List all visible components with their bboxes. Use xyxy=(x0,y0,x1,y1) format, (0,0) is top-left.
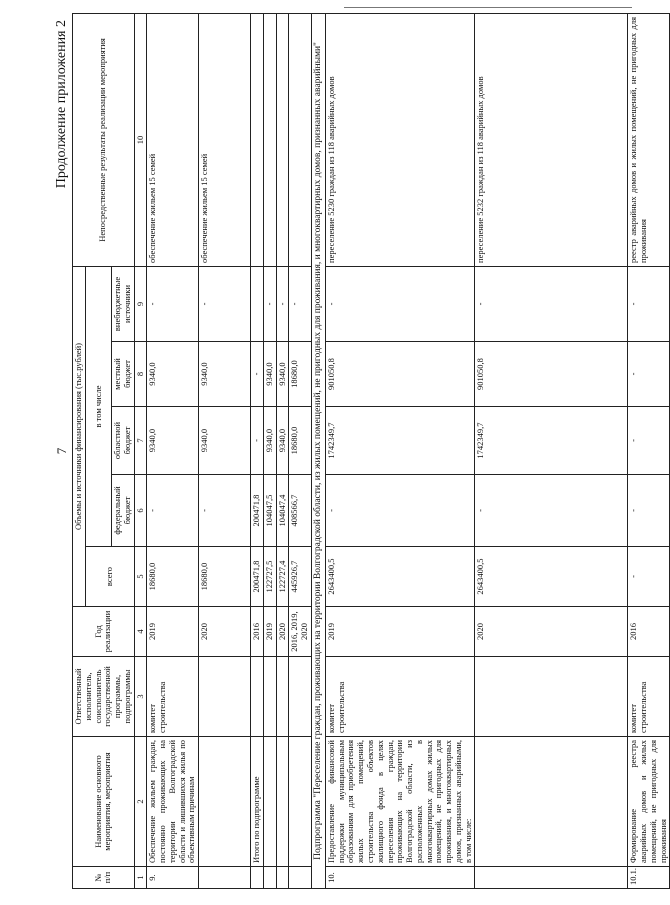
header-local: местный бюджет xyxy=(112,342,135,407)
column-index-row xyxy=(134,13,147,888)
cell-result: переселение 5232 граждан из 118 аварийных домов xyxy=(475,13,628,266)
table-row xyxy=(251,13,264,888)
cell-regional: 9340,0 xyxy=(276,407,289,475)
cell-local: 901050,8 xyxy=(325,342,474,407)
cell-executor: комитет строительства xyxy=(325,657,474,737)
cell-number: 9. xyxy=(147,867,199,889)
cell-year: 2020 xyxy=(276,607,289,657)
column-index: 8 xyxy=(134,342,147,407)
cell-total: 2643400,5 xyxy=(325,547,474,607)
cell-extra: - xyxy=(628,266,670,341)
column-index: 4 xyxy=(134,607,147,657)
cell-total: 18680,0 xyxy=(199,547,251,607)
cell-total: 445926,7 xyxy=(289,547,312,607)
rotated-page xyxy=(54,14,668,889)
table-row xyxy=(276,13,289,888)
cell-regional: 18680,0 xyxy=(289,407,312,475)
cell-number xyxy=(289,867,312,889)
column-index: 5 xyxy=(134,547,147,607)
cell-federal: 104047,4 xyxy=(276,475,289,547)
cell-name: Итого по подпрограмме xyxy=(251,737,264,867)
cell-total: 122727,5 xyxy=(263,547,276,607)
cell-result xyxy=(289,13,312,266)
cell-local: - xyxy=(628,342,670,407)
column-index: 9 xyxy=(134,266,147,341)
cell-federal: - xyxy=(199,475,251,547)
cell-total: 122727,4 xyxy=(276,547,289,607)
table-row xyxy=(147,13,199,888)
column-index: 7 xyxy=(134,407,147,475)
column-index: 10 xyxy=(134,13,147,266)
cell-regional: - xyxy=(251,407,264,475)
cell-executor xyxy=(475,657,628,737)
cell-extra: - xyxy=(325,266,474,341)
header-row-1 xyxy=(73,13,86,888)
cell-result: обеспечение жильем 15 семей xyxy=(199,13,251,266)
cell-federal: 200471,8 xyxy=(251,475,264,547)
table-row xyxy=(263,13,276,888)
cell-federal: 408566,7 xyxy=(289,475,312,547)
header-results: Непосредственные результаты реализации мероприятия xyxy=(73,13,135,266)
cell-local: 9340,0 xyxy=(147,342,199,407)
cell-number: 10.1. xyxy=(628,867,670,889)
header-year: Год реализации xyxy=(73,607,135,657)
header-rule xyxy=(344,7,632,8)
cell-local: 901050,8 xyxy=(475,342,628,407)
column-index: 1 xyxy=(134,867,147,889)
table-row xyxy=(325,13,474,888)
cell-extra: - xyxy=(147,266,199,341)
cell-name xyxy=(289,737,312,867)
cell-result: реестр аварийных домов и жилых помещений, не пригодных для проживания xyxy=(628,13,670,266)
cell-result: обеспечение жильем 15 семей xyxy=(147,13,199,266)
header-regional: областной бюджет xyxy=(112,407,135,475)
cell-year: 2019 xyxy=(263,607,276,657)
cell-result xyxy=(276,13,289,266)
cell-name: Обеспечение жильем граждан, постоянно проживающих на территории Волгоградской области и лишившихся жилья по объективным причинам xyxy=(147,737,199,867)
cell-year: 2020 xyxy=(475,607,628,657)
cell-extra: - xyxy=(199,266,251,341)
cell-extra: - xyxy=(289,266,312,341)
cell-result xyxy=(251,13,264,266)
subprogram-title: Подпрограмма "Переселение граждан, проживающих на территории Волгоградской области, из жилых помещений, не пригодных для проживания, и многоквартирных домов, признанных аварийными" xyxy=(312,13,326,888)
header-executor: Ответственный исполнитель, соисполнитель государственной программы, подпрограммы xyxy=(73,657,135,737)
cell-executor xyxy=(289,657,312,737)
cell-total: 18680,0 xyxy=(147,547,199,607)
cell-executor xyxy=(251,657,264,737)
cell-number xyxy=(199,867,251,889)
appendix-label: Продолжение приложения 2 xyxy=(54,20,69,189)
cell-number xyxy=(251,867,264,889)
cell-extra: - xyxy=(276,266,289,341)
cell-total: 2643400,5 xyxy=(475,547,628,607)
cell-federal: - xyxy=(147,475,199,547)
column-index: 3 xyxy=(134,657,147,737)
page-number: 7 xyxy=(54,447,69,455)
cell-name xyxy=(263,737,276,867)
cell-federal: 104047,5 xyxy=(263,475,276,547)
cell-local: 9340,0 xyxy=(263,342,276,407)
cell-executor: комитет строительства xyxy=(147,657,199,737)
subprogram-row xyxy=(312,13,326,888)
cell-regional: 9340,0 xyxy=(147,407,199,475)
cell-name: Формирование реестра аварийных домов и жилых помещений, не пригодных для проживания xyxy=(628,737,670,867)
cell-year: 2020 xyxy=(199,607,251,657)
cell-number xyxy=(276,867,289,889)
cell-executor xyxy=(276,657,289,737)
header-federal: федеральный бюджет xyxy=(112,475,135,547)
cell-federal: - xyxy=(475,475,628,547)
cell-year: 2019 xyxy=(147,607,199,657)
cell-local: 9340,0 xyxy=(199,342,251,407)
header-total: всего xyxy=(85,547,134,607)
cell-regional: 1742349,7 xyxy=(325,407,474,475)
cell-result xyxy=(263,13,276,266)
cell-regional: 9340,0 xyxy=(263,407,276,475)
cell-number xyxy=(475,867,628,889)
program-table xyxy=(72,13,670,889)
cell-total: 200471,8 xyxy=(251,547,264,607)
table-row xyxy=(628,13,670,888)
table-row xyxy=(289,13,312,888)
cell-regional: 9340,0 xyxy=(199,407,251,475)
column-index: 2 xyxy=(134,737,147,867)
header-including: в том числе xyxy=(85,266,111,546)
table-row xyxy=(475,13,628,888)
cell-number: 10. xyxy=(325,867,474,889)
header-number: № п/п xyxy=(73,867,135,889)
cell-executor xyxy=(263,657,276,737)
cell-extra: - xyxy=(475,266,628,341)
cell-regional: 1742349,7 xyxy=(475,407,628,475)
cell-local: 9340,0 xyxy=(276,342,289,407)
cell-executor: комитет строительства xyxy=(628,657,670,737)
cell-executor xyxy=(199,657,251,737)
cell-federal: - xyxy=(325,475,474,547)
cell-local: - xyxy=(251,342,264,407)
header-volumes: Объемы и источники финансирования (тыс.рублей) xyxy=(73,266,86,606)
cell-total: - xyxy=(628,547,670,607)
cell-year: 2016 xyxy=(251,607,264,657)
cell-year: 2016 xyxy=(628,607,670,657)
cell-year: 2016, 2019, 2020 xyxy=(289,607,312,657)
cell-number xyxy=(263,867,276,889)
cell-name: Предоставление финансовой поддержки муниципальным образованиям для приобретения жилых помещений, строительства объектов жилищного фонда в целях переселения граждан, проживающих на территории Волгоградской области, из расположенных в многоквартирных домах жилых помещений, не пригодных для проживания, и многоквартирных домов, признанных аварийными, в том числе: xyxy=(325,737,474,867)
table-row xyxy=(199,13,251,888)
cell-federal: - xyxy=(628,475,670,547)
cell-name xyxy=(276,737,289,867)
header-extra: внебюджетные источники xyxy=(112,266,135,341)
cell-name xyxy=(475,737,628,867)
cell-name xyxy=(199,737,251,867)
cell-year: 2019 xyxy=(325,607,474,657)
header-name: Наименование основного мероприятия, мероприятия xyxy=(73,737,135,867)
cell-local: 18680,0 xyxy=(289,342,312,407)
column-index: 6 xyxy=(134,475,147,547)
cell-extra: - xyxy=(263,266,276,341)
cell-result: переселение 5230 граждан из 118 аварийных домов xyxy=(325,13,474,266)
cell-regional: - xyxy=(628,407,670,475)
cell-extra xyxy=(251,266,264,341)
